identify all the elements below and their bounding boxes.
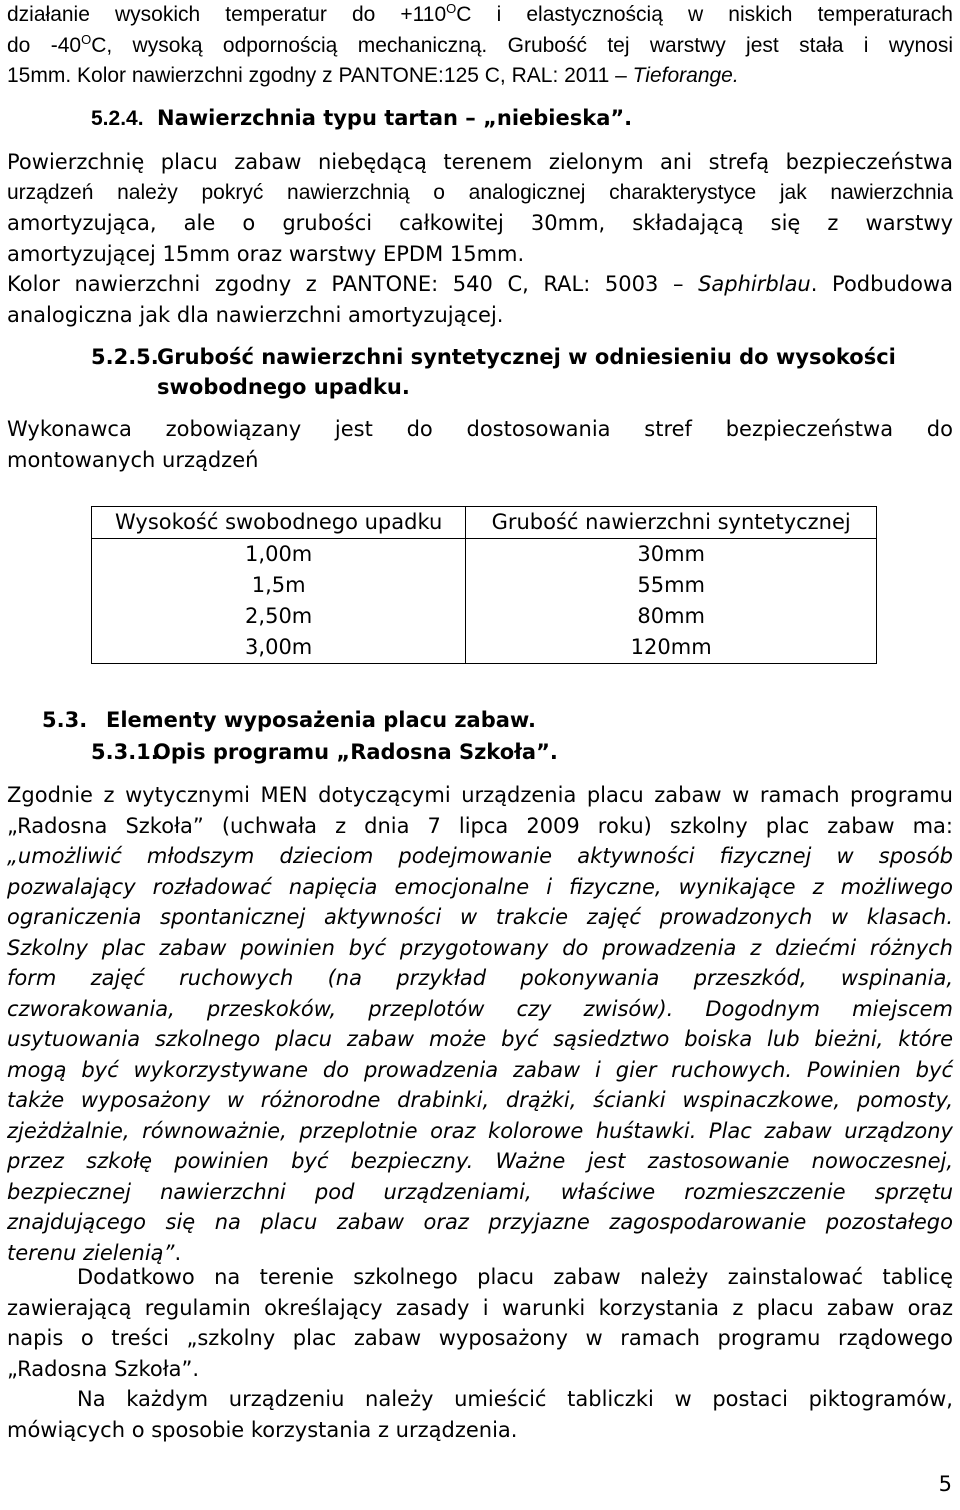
- text-line: Zgodnie z wytycznymi MEN dotyczącymi urządzenia placu zabaw w ramach programu: [7, 783, 953, 807]
- table-header: Wysokość swobodnego upadku: [92, 507, 466, 539]
- section-number: 5.2.4.: [91, 107, 144, 130]
- text-line: Na każdym urządzeniu należy umieścić tabliczki w postaci piktogramów,: [77, 1387, 953, 1411]
- text-line: Kolor nawierzchni zgodny z PANTONE: 540 C, RAL: 5003 – Saphirblau. Podbudowa: [7, 272, 953, 296]
- text-line: amortyzująca, ale o grubości całkowitej 30mm, składającą się z warstwy: [7, 211, 953, 235]
- intro-paragraph: [7, 0, 953, 92]
- text-line: urządzeń należy pokryć nawierzchnią o analogicznej charakterystyce jak nawierzchnia: [7, 180, 953, 204]
- table-cell: 2,50m: [92, 601, 466, 632]
- quote-line: przez szkołę powinien być bezpieczny. Ważne jest zastosowanie nowoczesnej,: [7, 1149, 953, 1173]
- section-number: 5.2.5.: [91, 345, 159, 369]
- text-line: 15mm. Kolor nawierzchni zgodny z PANTONE:125 C, RAL: 2011 – Tieforange.: [7, 64, 739, 87]
- fall-height-table: [91, 506, 877, 664]
- text-line: amortyzującej 15mm oraz warstwy EPDM 15mm.: [7, 241, 525, 266]
- section-title-continued: swobodnego upadku.: [157, 375, 410, 399]
- quote-line: Szkolny plac zabaw powinien być przygotowany do prowadzenia z dziećmi różnych: [7, 935, 953, 960]
- paragraph: [7, 1384, 953, 1445]
- text-line: montowanych urządzeń: [7, 447, 259, 472]
- table-cell: 3,00m: [92, 632, 466, 664]
- text-line: zawierającą regulamin określający zasady i warunki korzystania z placu zabaw oraz: [7, 1295, 953, 1320]
- paragraph: [7, 414, 953, 475]
- text-line: napis o treści „szkolny plac zabaw wyposażony w ramach programu rządowego: [7, 1326, 953, 1350]
- table-row: [92, 601, 877, 632]
- quote-line: usytuowania szkolnego placu zabaw może być sąsiedztwo boiska lub bieżni, które: [7, 1027, 953, 1051]
- text-line: mówiących o sposobie korzystania z urządzenia.: [7, 1417, 518, 1442]
- section-title: Nawierzchnia typu tartan – „niebieska”.: [157, 106, 633, 130]
- table-cell: 30mm: [466, 539, 877, 571]
- text-line: analogiczna jak dla nawierzchni amortyzującej.: [7, 302, 504, 327]
- text-line: działanie wysokich temperatur do $+110^OC$ i elastycznością w niskich temperaturach: [7, 1, 953, 26]
- quote-line: pozwalający rozładować napięcia emocjonalne i fizyczne, wynikające z możliwego: [7, 874, 953, 899]
- quote-line: czworakowania, przeskoków, przeplotów czy zwisów). Dogodnym miejscem: [7, 996, 953, 1021]
- paragraph: [7, 269, 953, 330]
- section-heading-5-2-4: [91, 103, 632, 134]
- table-header: Grubość nawierzchni syntetycznej: [466, 507, 877, 539]
- table-row: [92, 570, 877, 601]
- section-number: 5.3.: [42, 708, 88, 732]
- text-line: Dodatkowo na terenie szkolnego placu zabaw należy zainstalować tablicę: [77, 1265, 953, 1289]
- table-header-row: [92, 507, 877, 539]
- table-cell: 1,00m: [92, 539, 466, 571]
- text-line: „Radosna Szkoła”.: [7, 1356, 200, 1381]
- quote-line: form zajęć ruchowych (na przykład pokonywania przeszkód, wspinania,: [7, 966, 953, 990]
- section-title: Grubość nawierzchni syntetycznej w odniesieniu do wysokości: [157, 345, 896, 369]
- section-heading-5-3-1: [91, 737, 558, 767]
- table-cell: 1,5m: [92, 570, 466, 601]
- quote-line: „umożliwić młodszym dzieciom podejmowanie aktywności fizycznej w sposób: [7, 844, 953, 868]
- quote-line: znajdującego się na placu zabaw oraz przyjazne zagospodarowanie pozostałego: [7, 1210, 953, 1234]
- text-line: Powierzchnię placu zabaw niebędącą terenem zielonym ani strefą bezpieczeństwa: [7, 150, 953, 174]
- quote-line: terenu zielenią”.: [7, 1240, 182, 1265]
- table-cell: 120mm: [466, 632, 877, 664]
- section-number: 5.3.1.: [91, 740, 159, 764]
- page-number: 5: [938, 1472, 952, 1496]
- quote-line: bezpiecznej nawierzchni pod urządzeniami, właściwe rozmieszczenie sprzętu: [7, 1179, 953, 1204]
- quote-line: mogą być wykorzystywane do prowadzenia zabaw i gier ruchowych. Powinien być: [7, 1057, 953, 1082]
- text-line: „Radosna Szkoła” (uchwała z dnia 7 lipca 2009 roku) szkolny plac zabaw ma:: [7, 813, 953, 838]
- section-title: Opis programu „Radosna Szkoła”.: [153, 740, 558, 764]
- quote-line: ograniczenia spontanicznej aktywności w trakcie zajęć prowadzonych w klasach.: [7, 905, 953, 929]
- quote-line: zjeżdżalnie, równoważnie, przeplotnie oraz kolorowe huśtawki. Plac zabaw urządzony: [7, 1118, 953, 1143]
- quote-line: także wyposażony w różnorodne drabinki, drążki, ścianki wspinaczkowe, pomosty,: [7, 1088, 953, 1112]
- text-line: do $-40^OC$, wysoką odpornością mechaniczną. Grubość tej warstwy jest stała i wynosi: [7, 31, 954, 57]
- table-row: [92, 632, 877, 664]
- section-title: Elementy wyposażenia placu zabaw.: [106, 708, 536, 732]
- paragraph: [7, 147, 953, 269]
- section-heading-5-3: [42, 705, 536, 735]
- table-cell: 80mm: [466, 601, 877, 632]
- table-cell: 55mm: [466, 570, 877, 601]
- paragraph: [7, 780, 953, 1268]
- section-heading-5-2-5: [91, 342, 896, 372]
- table-row: [92, 539, 877, 571]
- text-line: Wykonawca zobowiązany jest do dostosowania stref bezpieczeństwa do: [7, 417, 953, 441]
- paragraph: [7, 1262, 953, 1384]
